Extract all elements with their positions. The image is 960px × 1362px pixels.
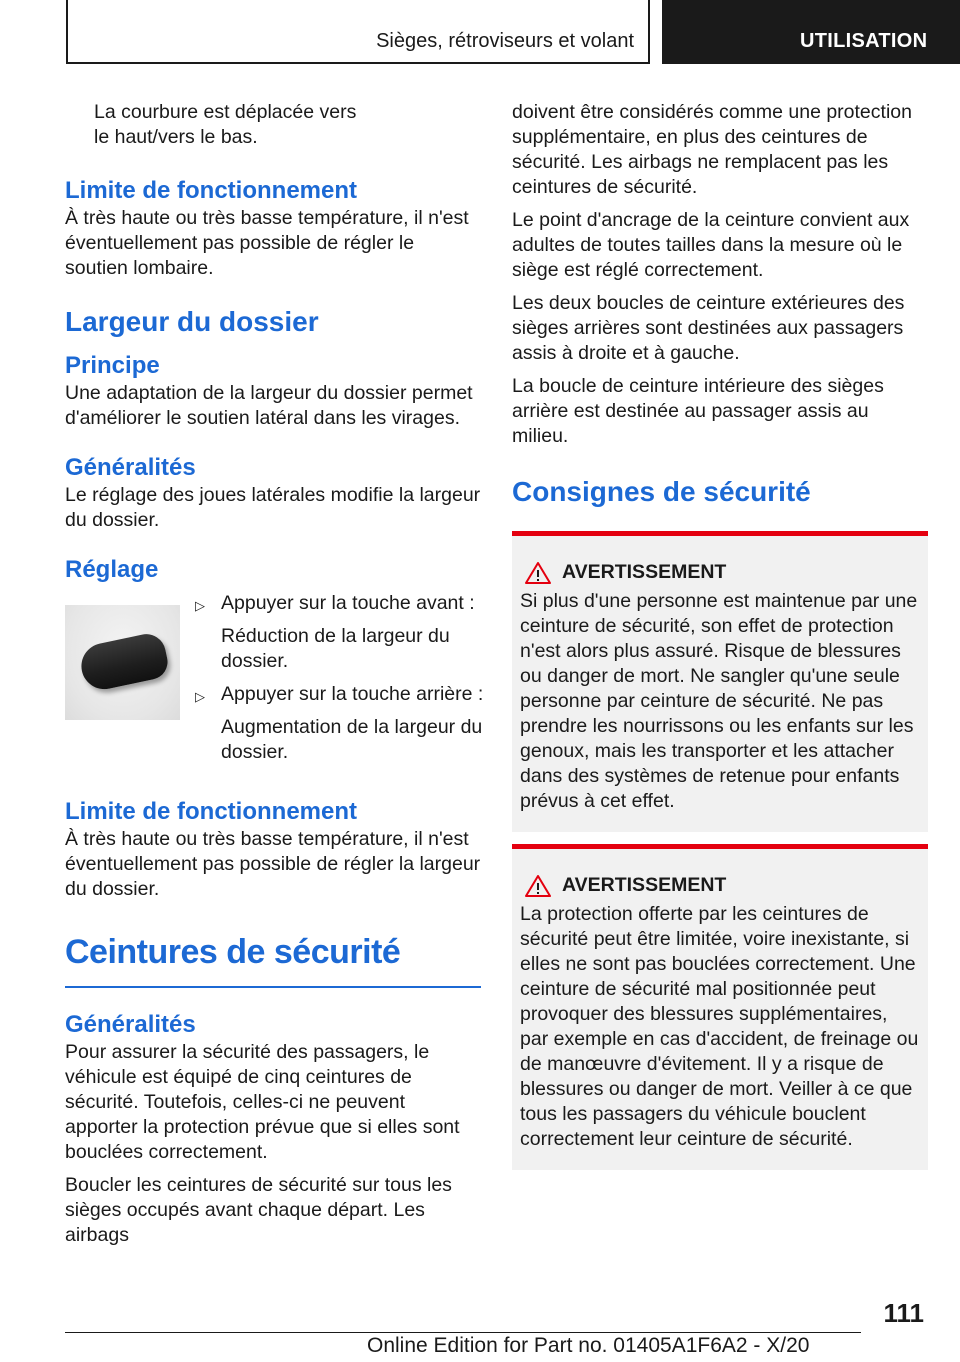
- right-column: [512, 100, 928, 1170]
- adjust-item-rear-action: Appuyer sur la touche arrière :: [221, 683, 484, 705]
- side-bolster-button-icon: [77, 631, 171, 694]
- header-chapter-title: UTILISATION: [800, 30, 928, 52]
- outer-buckles-paragraph: Les deux boucles de ceinture extérieures des sièges arrières sont destinées aux passagers assis à droite et à gauche.: [512, 292, 905, 364]
- airbag-paragraph: doivent être considérés comme une protection supplémentaire, en plus des ceintures de sécurité. Les airbags ne remplacent pas les ceintures de sécurité.: [512, 101, 912, 198]
- adjust-heading: Réglage: [65, 556, 159, 583]
- footer-edition-text: Online Edition for Part no. 01405A1F6A2 - X/20: [367, 1334, 810, 1357]
- warning-triangle-icon: [524, 561, 552, 585]
- warning-title: AVERTISSEMENT: [562, 874, 727, 896]
- intro-line-1: La courbure est déplacée vers: [94, 101, 357, 123]
- adjust-list: [195, 591, 485, 773]
- adjust-block: [65, 591, 484, 797]
- warning-text: Si plus d'une personne est maintenue par une ceinture de sécurité, son effet de protection n'est alors plus assuré. Risque de blessures ou danger de mort. Ne sangler qu'une seule personne par ceinture de sécurité. Ne pas prendre les nourrissons ou les enfants sur les genoux, mais les transporter et les attacher dans des systèmes de retenue pour enfants prévus à cet effet.: [520, 590, 918, 812]
- adjust-item-front: [195, 591, 485, 674]
- principle-heading: Principe: [65, 352, 160, 379]
- belts-paragraph-2: Boucler les ceintures de sécurité sur tous les sièges occupés avant chaque départ. Les airbags: [65, 1174, 452, 1246]
- limit-text-width: À très haute ou très basse température, il n'est éventuellement pas possible de régler la largeur du dossier.: [65, 828, 481, 900]
- safety-heading: Consignes de sécurité: [512, 476, 811, 507]
- adjust-item-rear: [195, 682, 485, 765]
- page-number: 111: [883, 1298, 924, 1328]
- warning-box-1: [512, 531, 928, 832]
- limit-text-lumbar: À très haute ou très basse température, il n'est éventuellement pas possible de régler le soutien lombaire.: [65, 207, 469, 279]
- header-chapter-tab: [662, 0, 960, 64]
- triangle-bullet-icon: ▷: [195, 598, 205, 613]
- principle-text: Une adaptation de la largeur du dossier permet d'améliorer le soutien latéral dans les virages.: [65, 382, 473, 429]
- backrest-width-heading: Largeur du dossier: [65, 306, 319, 337]
- warning-title-row: [520, 560, 920, 585]
- anchor-paragraph: Le point d'ancrage de la ceinture convient aux adultes de toutes tailles dans la mesure où le siège est réglé correctement.: [512, 209, 910, 281]
- intro-line-2: le haut/vers le bas.: [94, 126, 258, 148]
- general-heading: Généralités: [65, 454, 196, 481]
- warning-triangle-icon: [524, 874, 552, 898]
- warning-title-row: [520, 873, 920, 898]
- header-section-tab: [66, 0, 650, 64]
- header-section-title: Sièges, rétroviseurs et volant: [376, 30, 634, 52]
- adjust-item-front-result: Réduction de la largeur du dossier.: [221, 625, 450, 672]
- belts-paragraph-1: Pour assurer la sécurité des passagers, le véhicule est équipé de cinq ceintures de sécurité. Toutefois, celles-ci ne peuvent apporter la protection prévue que si elles sont bouclées correctement.: [65, 1041, 460, 1163]
- warning-text: La protection offerte par les ceintures de sécurité peut être limitée, voire inexistante, si elles ne sont pas bouclées correctement. Une ceinture de sécurité mal positionnée peut provoquer des blessures supplémentaires, par exemple en cas d'accident, de freinage ou de manœuvre d'évitement. Il y a risque de blessures ou danger de mort. Veiller à ce que tous les passagers du véhicule bouclent correctement leur ceinture de sécurité.: [520, 903, 919, 1150]
- limit-heading-lumbar: Limite de fonctionnement: [65, 177, 358, 204]
- warning-box-2: [512, 844, 928, 1170]
- adjust-item-rear-result: Augmentation de la largeur du dossier.: [221, 716, 483, 763]
- side-bolster-button-image: [65, 605, 180, 720]
- adjust-item-front-action: Appuyer sur la touche avant :: [221, 592, 475, 614]
- belts-heading-rule: [65, 932, 481, 988]
- limit-heading-width: Limite de fonctionnement: [65, 798, 358, 825]
- left-column: [65, 100, 484, 1256]
- general-text: Le réglage des joues latérales modifie la largeur du dossier.: [65, 484, 481, 531]
- footer-rule: [65, 1332, 861, 1333]
- triangle-bullet-icon: ▷: [195, 689, 205, 704]
- inner-buckle-paragraph: La boucle de ceinture intérieure des sièges arrière est destinée au passager assis au milieu.: [512, 375, 884, 447]
- seat-belts-heading: Ceintures de sécurité: [65, 933, 401, 971]
- warning-title: AVERTISSEMENT: [562, 561, 727, 583]
- belts-general-heading: Généralités: [65, 1011, 196, 1038]
